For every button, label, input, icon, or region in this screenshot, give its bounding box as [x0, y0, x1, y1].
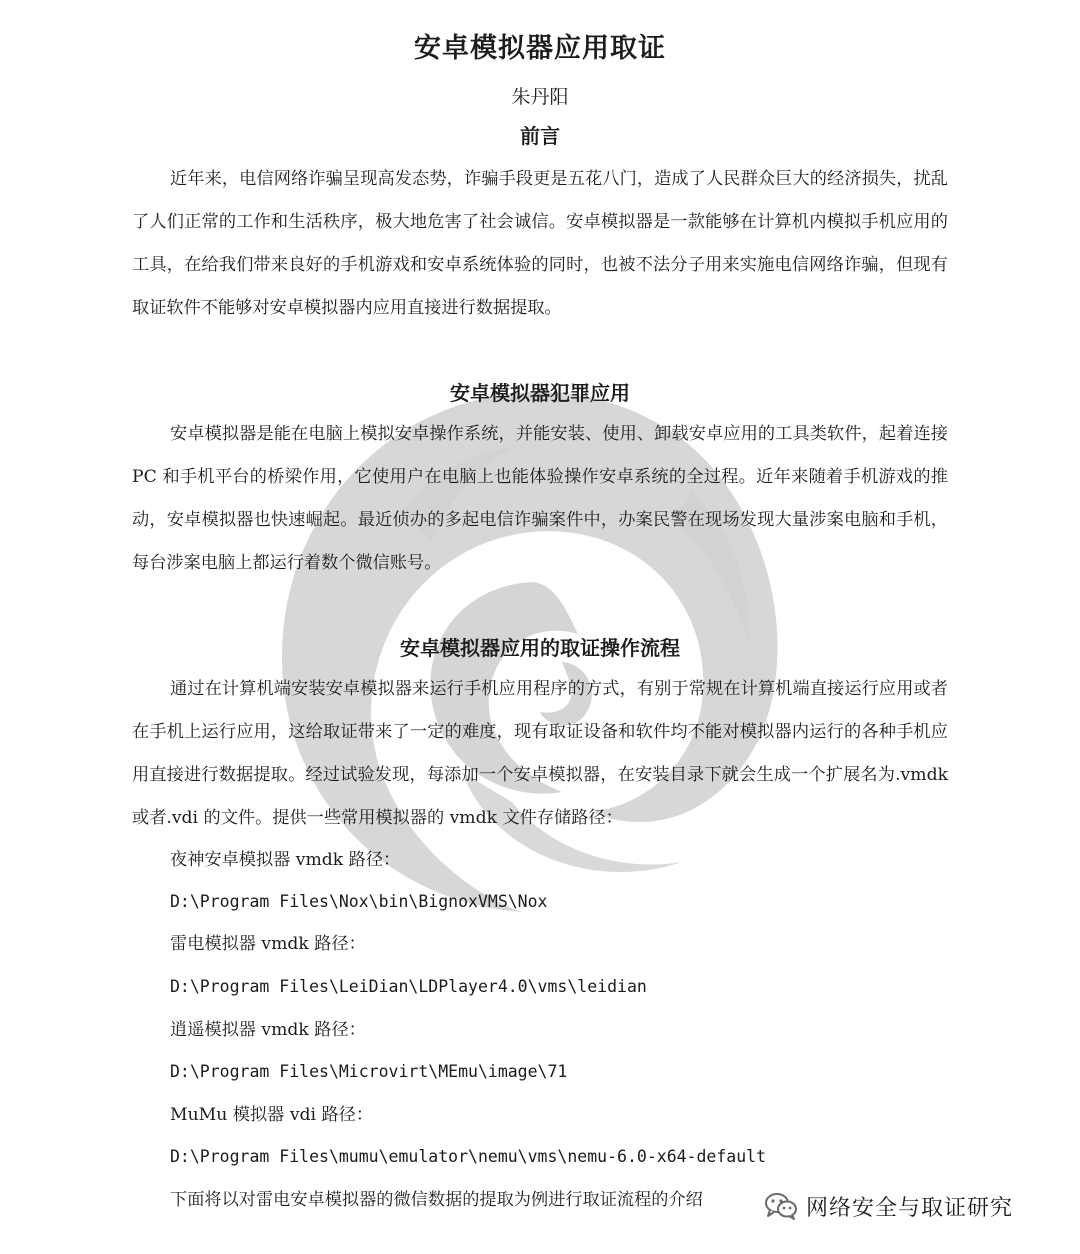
account-name: 网络安全与取证研究: [806, 1195, 1014, 1221]
mumu-path: D:\Program Files\mumu\emulator\nemu\vms\nemu-6.0-x64-default: [170, 1147, 767, 1166]
forensic-process-paragraph: 通过在计算机端安装安卓模拟器来运行手机应用程序的方式，有别于常规在计算机端直接运行应用或者在手机上运行应用，这给取证带来了一定的难度，现有取证设备和软件均不能对模拟器内运行的各种手机应用直接进行数据提取。经过试验发现，每添加一个安卓模拟器，在安装目录下就会生成一个扩展名为.vmdk 或者.vdi 的文件。提供一些常用模拟器的 vmdk 文件存储路径：: [132, 679, 948, 828]
leidian-path: D:\Program Files\LeiDian\LDPlayer4.0\vms\leidian: [170, 977, 647, 996]
memu-path-label: 逍遥模拟器 vmdk 路径：: [170, 1020, 366, 1040]
memu-path: D:\Program Files\Microvirt\MEmu\image\71: [170, 1062, 568, 1081]
section-heading-forensic-process: 安卓模拟器应用的取证操作流程: [400, 636, 680, 660]
preface-paragraph: 近年来，电信网络诈骗呈现高发态势，诈骗手段更是五花八门，造成了人民群众巨大的经济损失，扰乱了人们正常的工作和生活秩序，极大地危害了社会诚信。安卓模拟器是一款能够在计算机内模拟手机应用的工具，在给我们带来良好的手机游戏和安卓系统体验的同时，也被不法分子用来实施电信网络诈骗，但现有取证软件不能够对安卓模拟器内应用直接进行数据提取。: [132, 169, 948, 318]
wechat-icon: [764, 1191, 798, 1221]
closing-line: 下面将以对雷电安卓模拟器的微信数据的提取为例进行取证流程的介绍: [170, 1190, 703, 1210]
nox-path: D:\Program Files\Nox\bin\BignoxVMS\Nox: [170, 892, 548, 911]
section-heading-crime-use: 安卓模拟器犯罪应用: [450, 381, 630, 405]
mumu-path-label: MuMu 模拟器 vdi 路径：: [170, 1105, 374, 1125]
author-name: 朱丹阳: [511, 86, 569, 108]
crime-use-paragraph: 安卓模拟器是能在电脑上模拟安卓操作系统，并能安装、使用、卸载安卓应用的工具类软件，起着连接 PC 和手机平台的桥梁作用，它使用户在电脑上也能体验操作安卓系统的全过程。近年来随着手机游戏的推动，安卓模拟器也快速崛起。最近侦办的多起电信诈骗案件中，办案民警在现场发现大量涉案电脑和手机，每台涉案电脑上都运行着数个微信账号。: [132, 424, 948, 573]
leidian-path-label: 雷电模拟器 vmdk 路径：: [170, 934, 366, 954]
nox-path-label: 夜神安卓模拟器 vmdk 路径：: [170, 850, 401, 870]
account-brand[interactable]: [758, 1188, 1021, 1224]
section-heading-preface: 前言: [520, 124, 560, 148]
document-title: 安卓模拟器应用取证: [414, 33, 666, 64]
